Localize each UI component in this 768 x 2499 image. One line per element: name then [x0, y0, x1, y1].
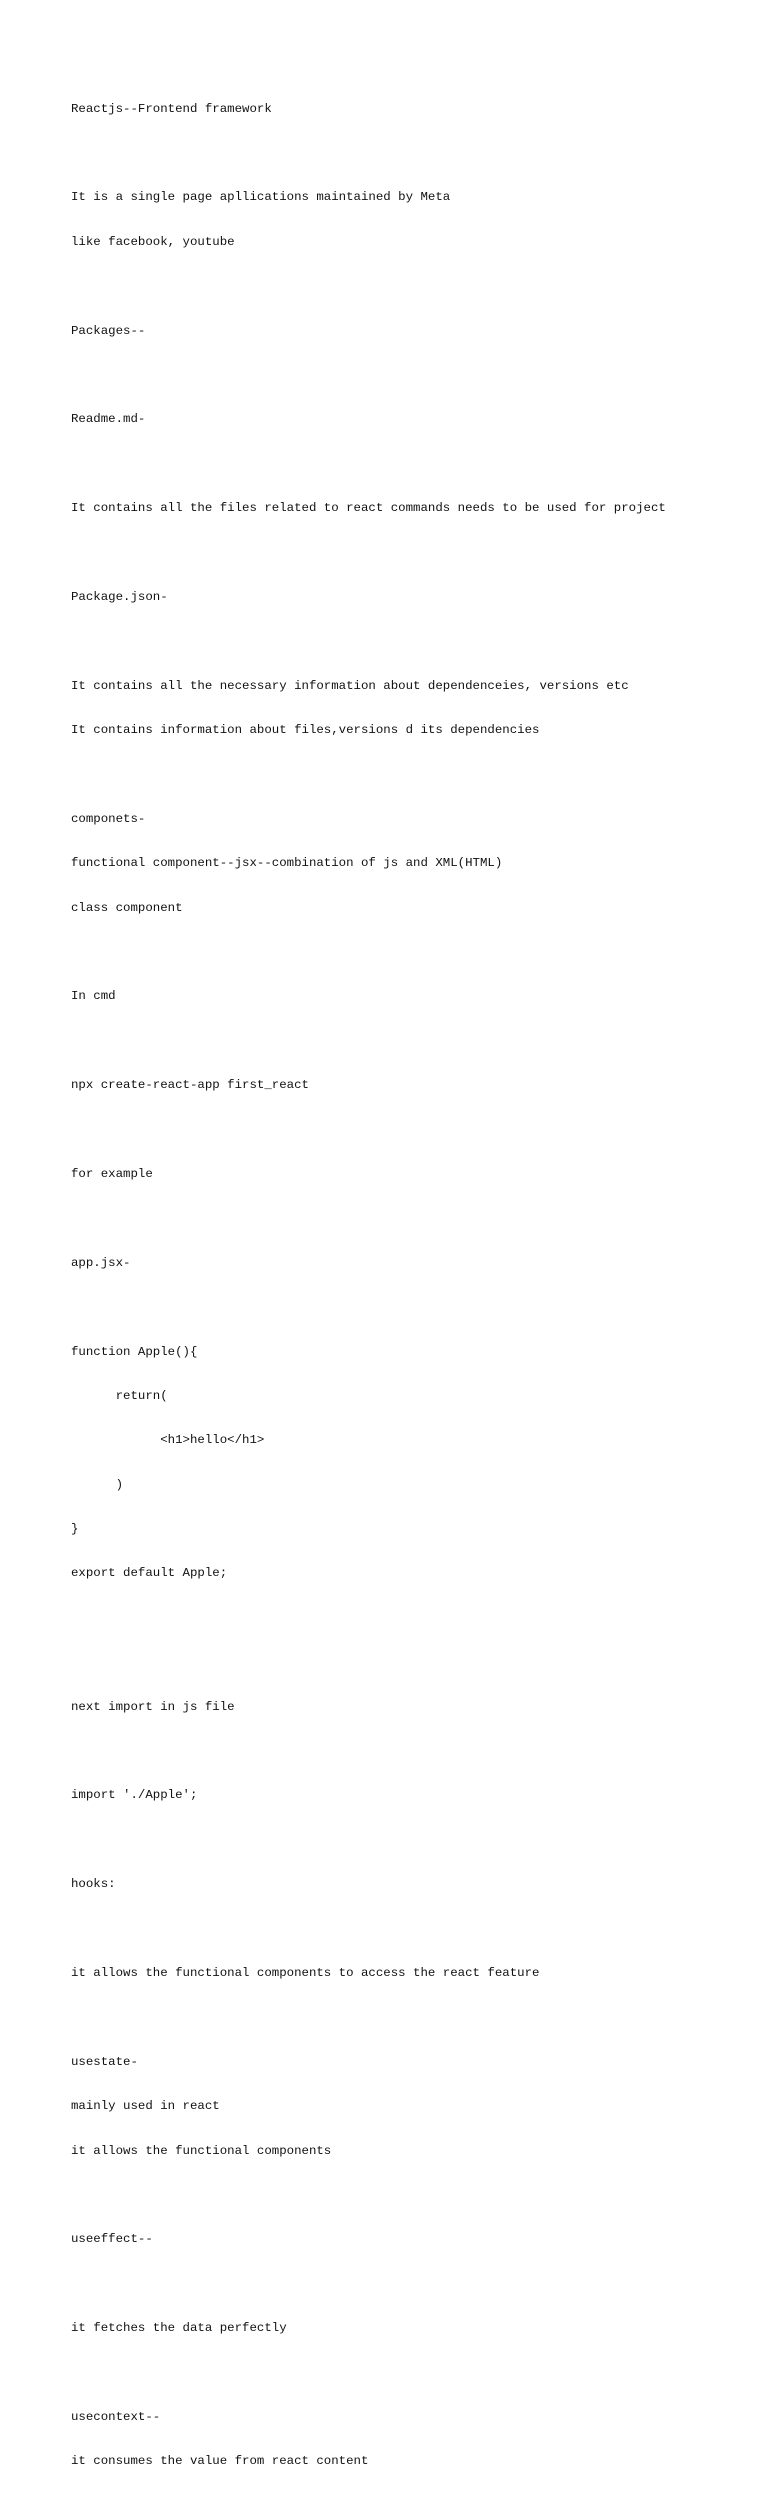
text-line	[71, 546, 666, 561]
text-line	[71, 2010, 666, 2025]
text-line	[71, 767, 666, 782]
text-line: In cmd	[71, 989, 116, 1004]
document-text	[71, 72, 666, 2499]
text-line	[71, 1655, 666, 1670]
text-line	[71, 1611, 666, 1626]
text-line: Reactjs--Frontend framework	[71, 101, 272, 116]
text-line	[71, 2366, 666, 2381]
text-line: usestate-	[71, 2054, 138, 2069]
text-line: It is a single page apllications maintained by Meta	[71, 190, 451, 205]
text-line: )	[71, 1477, 124, 1492]
text-line: Readme.md-	[71, 412, 146, 427]
text-line	[71, 146, 666, 161]
text-line: Package.json-	[71, 589, 168, 604]
text-line	[71, 1744, 666, 1759]
text-line: for example	[71, 1166, 153, 1181]
text-line: it fetches the data perfectly	[71, 2321, 287, 2336]
text-line: It contains all the necessary information about dependenceies, versions etc	[71, 678, 629, 693]
text-line	[71, 1833, 666, 1848]
text-line: it allows the functional components	[71, 2143, 332, 2158]
text-line	[71, 368, 666, 383]
text-line	[71, 1300, 666, 1315]
text-line	[71, 457, 666, 472]
text-line: }	[71, 1522, 79, 1537]
text-line: function Apple(){	[71, 1344, 198, 1359]
text-line: useeffect--	[71, 2232, 153, 2247]
text-line: like facebook, youtube	[71, 234, 235, 249]
text-line	[71, 945, 666, 960]
text-line: it allows the functional components to access the react feature	[71, 1966, 540, 1980]
text-line: mainly used in react	[71, 2099, 220, 2114]
text-line	[71, 1922, 666, 1937]
text-line	[71, 1034, 666, 1049]
text-line: Packages--	[71, 323, 146, 338]
text-line: usecontext--	[71, 2409, 161, 2424]
text-line: It contains all the files related to react commands needs to be used for project	[71, 501, 666, 516]
text-line: export default Apple;	[71, 1566, 228, 1581]
text-line: functional component--jsx--combination of js and XML(HTML)	[71, 856, 503, 871]
text-line	[71, 279, 666, 294]
text-line: import './Apple';	[71, 1788, 198, 1803]
text-line: <h1>hello</h1>	[71, 1433, 265, 1448]
text-line: componets-	[71, 811, 146, 826]
text-line: return(	[71, 1388, 168, 1403]
text-line: class component	[71, 900, 183, 915]
text-line: it consumes the value from react content	[71, 2454, 369, 2469]
text-line: npx create-react-app first_react	[71, 1078, 309, 1093]
text-line	[71, 2188, 666, 2203]
text-line: hooks:	[71, 1877, 116, 1892]
text-line	[71, 2277, 666, 2292]
text-line	[71, 634, 666, 649]
text-line: app.jsx-	[71, 1255, 131, 1270]
text-line: It contains information about files,versions d its dependencies	[71, 723, 540, 738]
text-line: next import in js file	[71, 1699, 235, 1714]
text-line	[71, 1211, 666, 1226]
text-line	[71, 1123, 666, 1138]
